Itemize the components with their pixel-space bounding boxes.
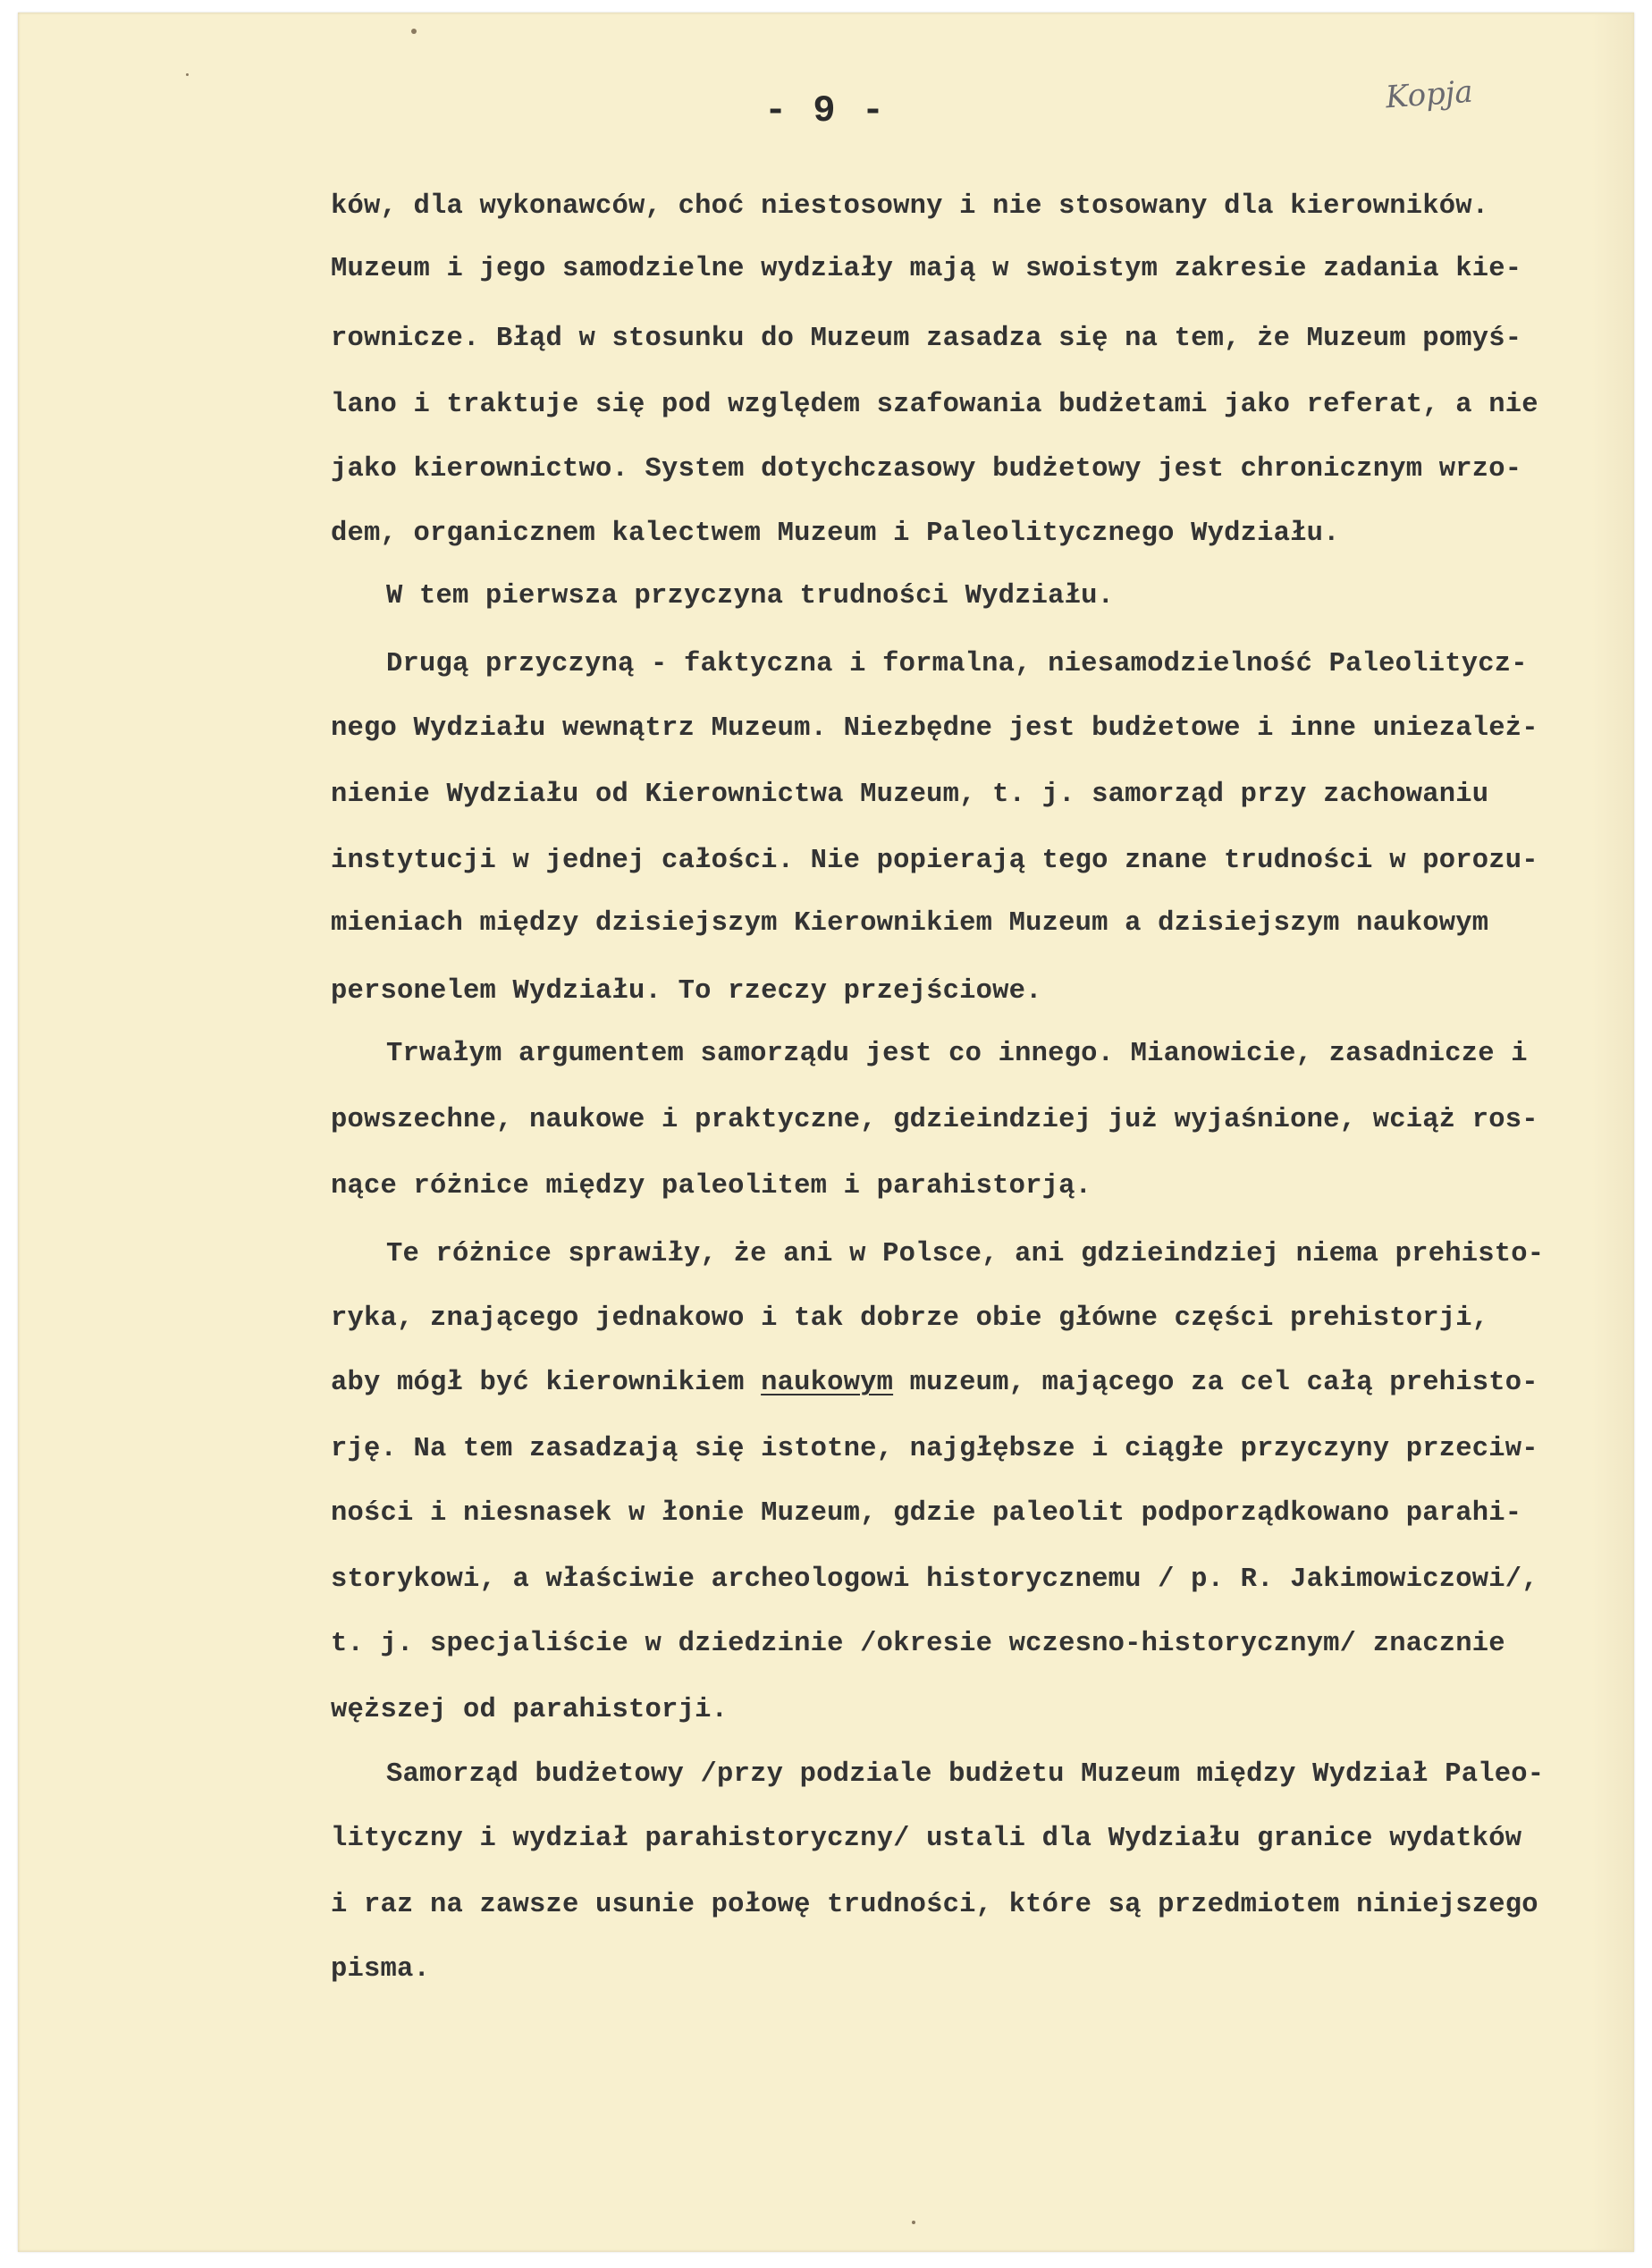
text-line: t. j. specjaliście w dziedzinie /okresie wczesno-historycznym/ znacznie [331,1629,1505,1659]
text-line: ności i niesnasek w łonie Muzeum, gdzie paleolit podporządkowano parahi- [331,1498,1522,1529]
text-line: personelem Wydziału. To rzeczy przejściowe. [331,976,1042,1007]
paper-speck [912,2221,915,2224]
text-line: nienie Wydziału od Kierownictwa Muzeum, t. j. samorząd przy zachowaniu [331,780,1489,810]
text-line: powszechne, naukowe i praktyczne, gdzieindziej już wyjaśnione, wciąż ros- [331,1105,1538,1135]
text-line: lano i traktuje się pod względem szafowania budżetami jako referat, a nie [331,390,1538,420]
text-line: ryka, znającego jednakowo i tak dobrze obie główne części prehistorji, [331,1303,1489,1334]
text-line: Trwałym argumentem samorządu jest co innego. Mianowicie, zasadnicze i [386,1039,1528,1069]
text-line: ków, dla wykonawców, choć niestosowny i nie stosowany dla kierowników. [331,191,1489,222]
text-line: instytucji w jednej całości. Nie popierają tego znane trudności w porozu- [331,846,1538,876]
text-line: węższej od parahistorji. [331,1695,729,1725]
text-segment: muzeum, mającego za cel całą prehisto- [893,1368,1538,1398]
text-line: mieniach między dzisiejszym Kierownikiem Muzeum a dzisiejszym naukowym [331,908,1489,939]
text-line: W tem pierwsza przyczyna trudności Wydziału. [386,581,1115,611]
paper-speck [186,73,189,76]
paper-speck [411,29,417,34]
text-line: nego Wydziału wewnątrz Muzeum. Niezbędne jest budżetowe i inne uniezależ- [331,713,1538,744]
text-line: pisma. [331,1954,431,1985]
text-line: rownicze. Błąd w stosunku do Muzeum zasadza się na tem, że Muzeum pomyś- [331,324,1522,354]
text-line: Te różnice sprawiły, że ani w Polsce, ani gdzieindziej niema prehisto- [386,1239,1545,1269]
text-segment: aby mógł być kierownikiem [331,1368,762,1398]
text-line: Samorząd budżetowy /przy podziale budżetu Muzeum między Wydział Paleo- [386,1759,1545,1790]
text-line: nące różnice między paleolitem i parahistorją. [331,1171,1092,1201]
text-line: rję. Na tem zasadzają się istotne, najgłębsze i ciągłe przyczyny przeciw- [331,1434,1538,1464]
text-line [331,1368,1538,1398]
text-line: Drugą przyczyną - faktyczna i formalna, niesamodzielność Paleolitycz- [386,649,1528,679]
text-line: lityczny i wydział parahistoryczny/ ustali dla Wydziału granice wydatków [331,1824,1522,1854]
handwritten-note: Kopja [1384,73,1474,116]
text-line: i raz na zawsze usunie połowę trudności, które są przedmiotem niniejszego [331,1890,1538,1920]
text-line: Muzeum i jego samodzielne wydziały mają w swoistym zakresie zadania kie- [331,254,1522,284]
text-line: jako kierownictwo. System dotychczasowy budżetowy jest chronicznym wrzo- [331,454,1522,485]
underlined-word: naukowym [761,1368,894,1398]
text-line: storykowi, a właściwie archeologowi historycznemu / p. R. Jakimowiczowi/, [331,1564,1538,1595]
page-number: - 9 - [764,89,887,132]
text-line: dem, organicznem kalectwem Muzeum i Paleolitycznego Wydziału. [331,519,1340,549]
